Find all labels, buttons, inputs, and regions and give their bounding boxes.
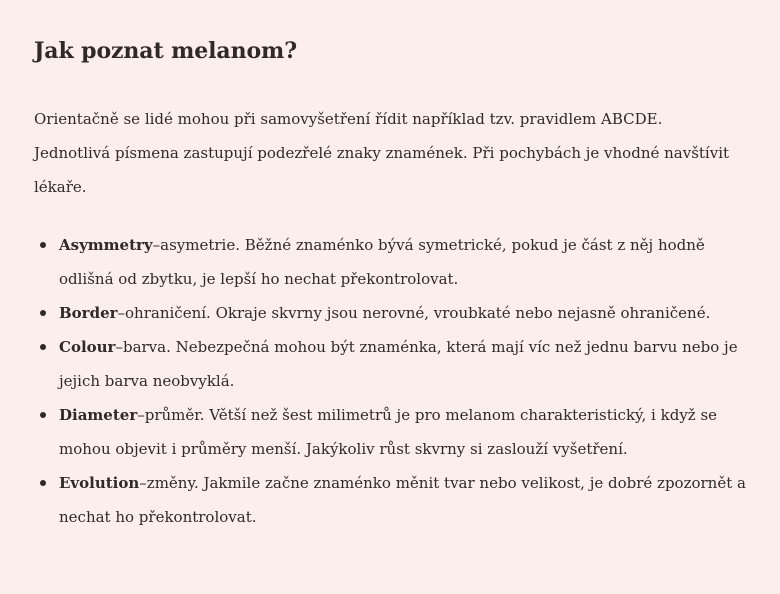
bullet-icon [40, 242, 46, 248]
page-title: Jak poznat melanom? [34, 38, 298, 64]
list-item-term: Asymmetry [59, 236, 153, 254]
bullet-icon [40, 412, 46, 418]
list-item-border [34, 296, 759, 330]
list-item-term: Evolution [59, 474, 140, 492]
intro-paragraph: Orientačně se lidé mohou při samovyšetření řídit například tzv. pravidlem ABCDE. Jednotlivá písmena zastupují podezřelé znaky znamének. Při pochybách je vhodné navštívit lékaře. [34, 110, 730, 196]
list-item-text: –asymetrie. Běžné znaménko bývá symetrické, pokud je část z něj hodně odlišná od zbytku, je lepší ho nechat překontrolovat. [59, 236, 705, 288]
list-item-text: –ohraničení. Okraje skvrny jsou nerovné, vroubkaté nebo nejasně ohraničené. [117, 304, 711, 322]
abcde-list [34, 228, 760, 534]
list-item-colour [34, 330, 759, 398]
list-item-term: Diameter [59, 406, 138, 424]
list-item-term: Border [59, 304, 118, 322]
list-item-text: –průměr. Větší než šest milimetrů je pro melanom charakteristický, i když se mohou objevit i průměry menší. Jakýkoliv růst skvrny si zaslouží vyšetření. [59, 406, 718, 458]
list-item-diameter [34, 398, 759, 466]
list-item-term: Colour [59, 338, 116, 356]
list-item-asymmetry [34, 228, 759, 296]
bullet-icon [40, 310, 46, 316]
bullet-icon [40, 480, 46, 486]
list-item-text: –změny. Jakmile začne znaménko měnit tvar nebo velikost, je dobré zpozornět a nechat ho překontrolovat. [59, 474, 746, 526]
list-item-evolution [34, 466, 759, 534]
list-item-text: –barva. Nebezpečná mohou být znaménka, která mají víc než jednu barvu nebo je jejich barva neobvyklá. [59, 338, 738, 390]
bullet-icon [40, 344, 46, 350]
